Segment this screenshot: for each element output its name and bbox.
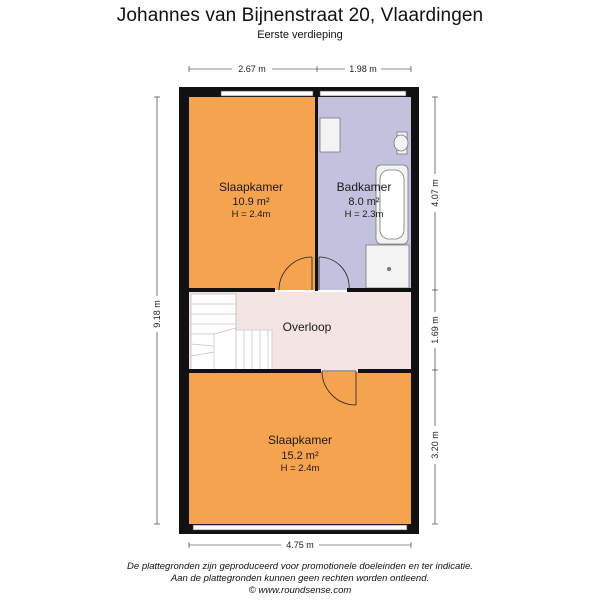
landing-name: Overloop bbox=[282, 320, 332, 334]
bedroom-top-height: H = 2.4m bbox=[231, 209, 271, 220]
dim-bottom-total: 4.75 m bbox=[286, 540, 314, 550]
bathroom-height: H = 2.3m bbox=[344, 209, 384, 220]
sink-icon bbox=[320, 118, 340, 152]
dim-right-middle: 1.69 m bbox=[430, 316, 440, 344]
bedroom-bottom-area: 15.2 m² bbox=[281, 450, 319, 462]
window-top-right bbox=[320, 91, 406, 96]
bedroom-bottom-fill bbox=[189, 372, 411, 524]
dim-top-left: 2.67 m bbox=[238, 64, 266, 74]
floor-subtitle: Eerste verdieping bbox=[257, 29, 343, 41]
dim-right-top: 4.07 m bbox=[430, 179, 440, 207]
bathroom-area: 8.0 m² bbox=[348, 196, 380, 208]
dim-left-total: 9.18 m bbox=[152, 300, 162, 328]
bedroom-top-name: Slaapkamer bbox=[218, 180, 284, 194]
disclaimer-line-1: De plattegronden zijn geproduceerd voor promotionele doeleinden en ter indicatie. bbox=[127, 561, 473, 572]
toilet-bowl-icon bbox=[394, 135, 408, 151]
window-top-left bbox=[221, 91, 313, 96]
bathroom-name: Badkamer bbox=[336, 180, 392, 194]
plan-title: Johannes van Bijnenstraat 20, Vlaardingen bbox=[116, 5, 484, 26]
shower-tray-icon bbox=[366, 245, 409, 288]
disclaimer-line-2: Aan de plattegronden kunnen geen rechten worden ontleend. bbox=[170, 573, 430, 584]
dim-top-right: 1.98 m bbox=[349, 64, 377, 74]
bedroom-top-area: 10.9 m² bbox=[232, 196, 270, 208]
dim-right-bottom: 3.20 m bbox=[430, 431, 440, 459]
bedroom-bottom-name: Slaapkamer bbox=[267, 433, 333, 447]
window-bottom bbox=[193, 525, 407, 530]
disclaimer bbox=[0, 561, 600, 597]
bedroom-bottom-height: H = 2.4m bbox=[280, 463, 320, 474]
copyright: © www.roundsense.com bbox=[248, 585, 352, 596]
